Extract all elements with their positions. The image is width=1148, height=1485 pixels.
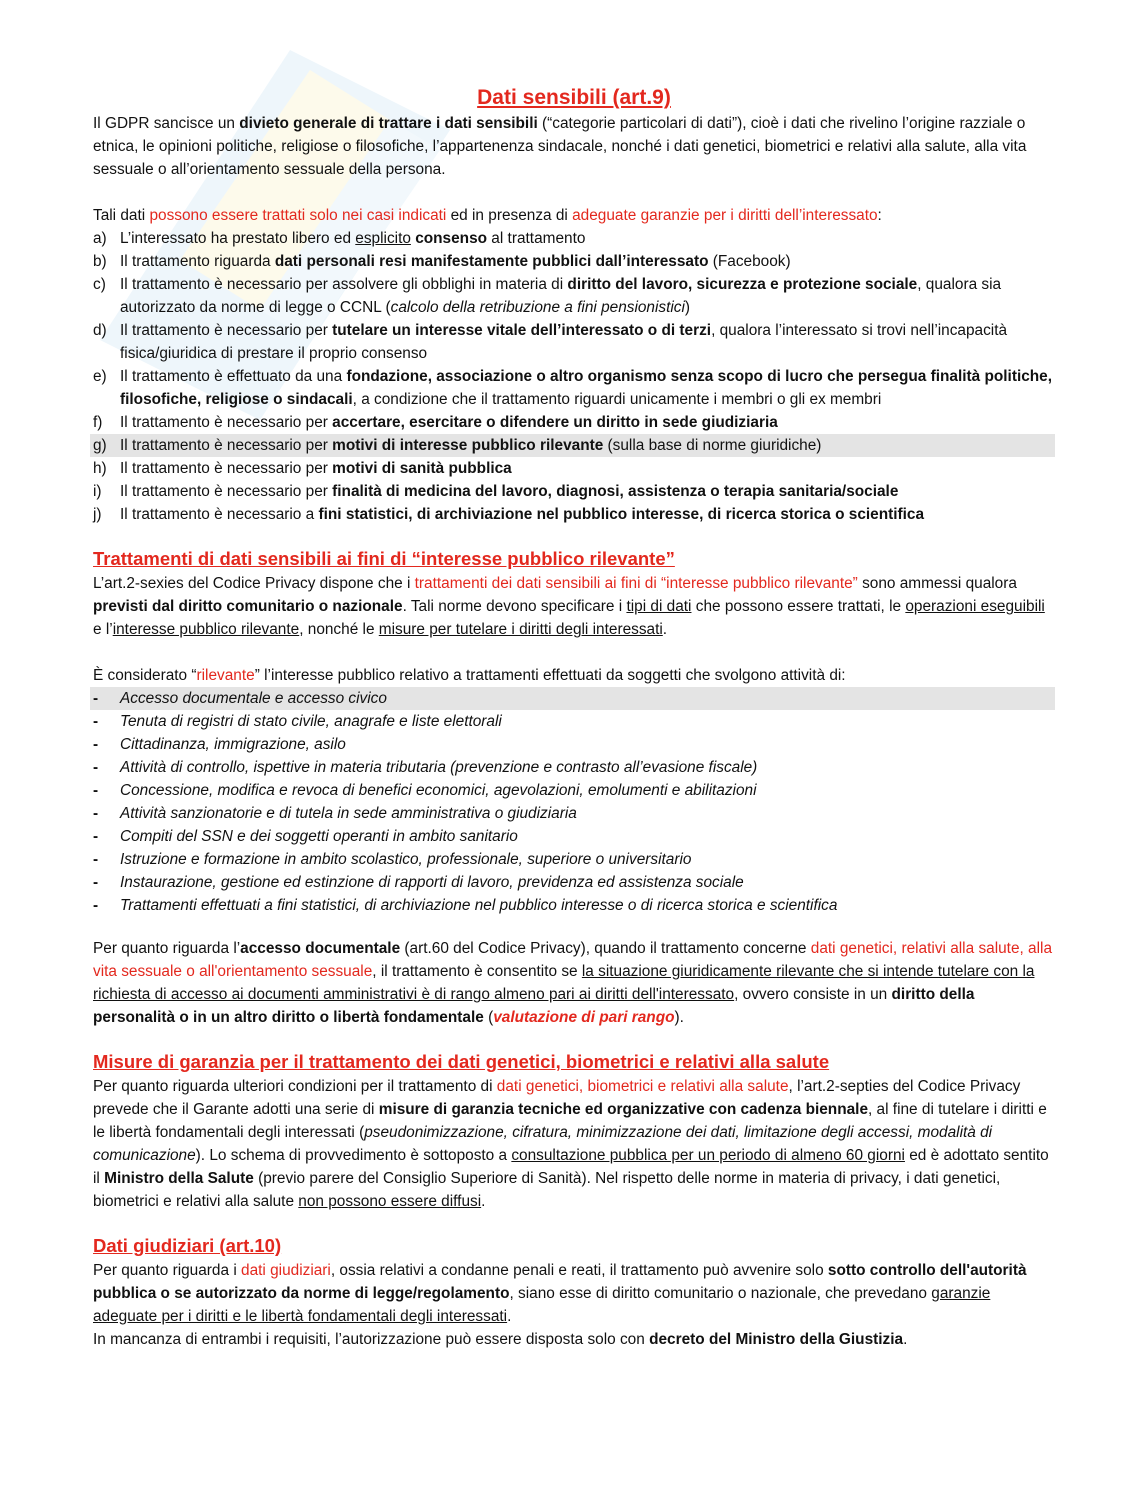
list-item-highlighted: - Accesso documentale e accesso civico — [90, 687, 1055, 710]
list-item: - Trattamenti effettuati a fini statistici, di archiviazione nel pubblico interesse o di ricerca storica e scientifica — [93, 897, 838, 914]
list-item: f) Il trattamento è necessario per accertare, esercitare o difendere un diritto in sede giudiziaria — [93, 414, 778, 431]
section-heading-dati-giudiziari: Dati giudiziari (art.10) — [93, 1235, 282, 1256]
list-item-highlighted: g) Il trattamento è necessario per motivi di interesse pubblico rilevante (sulla base di norme giuridiche) — [90, 434, 1055, 457]
intro-paragraph: Il GDPR sancisce un divieto generale di trattare i dati sensibili (“categorie particolari di dati”), cioè i dati che rivelino l’origine razziale o etnica, le opinioni politiche, religiose o filosofiche, l’appartenenza sindacale, nonché i dati genetici, biometrici e relativi alla salute, alla vita sessuale o all’orientamento sessuale della persona. — [93, 115, 1027, 178]
list-item: c) Il trattamento è necessario per assolvere gli obblighi in materia di diritto del lavoro, sicurezza e protezione sociale, qualora sia autorizzato da norme di legge o CCNL (calcolo della retribuzione a fini pensionistici) — [93, 276, 1002, 316]
conditions-intro: Tali dati possono essere trattati solo nei casi indicati ed in presenza di adeguate garanzie per i diritti dell’interessato: — [93, 207, 882, 224]
sec2-paragraph-2: È considerato “rilevante” l’interesse pubblico relativo a trattamenti effettuati da soggetti che svolgono attività di: — [93, 667, 846, 684]
sec4-paragraph-1: Per quanto riguarda i dati giudiziari, ossia relativi a condanne penali e reati, il trattamento può avvenire solo sotto controllo dell'autorità pubblica o se autorizzato da norme di legge/regolamento, siano esse di diritto comunitario o nazionale, che prevedano garanzie adeguate per i diritti e le libertà fondamentali degli interessati. — [93, 1262, 1027, 1325]
list-item: - Cittadinanza, immigrazione, asilo — [93, 736, 346, 753]
list-item: - Tenuta di registri di stato civile, anagrafe e liste elettorali — [93, 713, 502, 730]
list-item: - Istruzione e formazione in ambito scolastico, professionale, superiore o universitario — [93, 851, 692, 868]
list-item: - Attività sanzionatorie e di tutela in sede amministrativa o giudiziaria — [93, 805, 577, 822]
activities-list — [93, 687, 1055, 917]
sec4-paragraph-2: In mancanza di entrambi i requisiti, l’autorizzazione può essere disposta solo con decreto del Ministro della Giustizia. — [93, 1331, 908, 1348]
sec3-paragraph-1: Per quanto riguarda ulteriori condizioni per il trattamento di dati genetici, biometrici e relativi alla salute, l’art.2-septies del Codice Privacy prevede che il Garante adotti una serie di misure di garanzia tecniche ed organizzative con cadenza biennale, al fine di tutelare i diritti e le libertà fondamentali degli interessati (pseudonimizzazione, cifratura, minimizzazione dei dati, limitazione degli accessi, modalità di comunicazione). Lo schema di provvedimento è sottoposto a consultazione pubblica per un periodo di almeno 60 giorni ed è adottato sentito il Ministro della Salute (previo parere del Consiglio Superiore di Sanità). Nel rispetto delle norme in materia di privacy, i dati genetici, biometrici e relativi alla salute non possono essere diffusi. — [93, 1078, 1049, 1210]
list-item: a) L’interessato ha prestato libero ed esplicito consenso al trattamento — [93, 230, 586, 247]
section-heading-interesse-pubblico: Trattamenti di dati sensibili ai fini di “interesse pubblico rilevante” — [93, 548, 675, 569]
list-item: d) Il trattamento è necessario per tutelare un interesse vitale dell’interessato o di terzi, qualora l’interessato si trovi nell’incapacità fisica/giuridica di prestare il proprio consenso — [93, 322, 1008, 362]
sec2-paragraph-3: Per quanto riguarda l’accesso documentale (art.60 del Codice Privacy), quando il trattamento concerne dati genetici, relativi alla salute, alla vita sessuale o all'orientamento sessuale, il trattamento è consentito se la situazione giuridicamente rilevante che si intende tutelare con la richiesta di accesso ai documenti amministrativi è di rango almeno pari ai diritti dell'interessato, ovvero consiste in un diritto della personalità o in un altro diritto o libertà fondamentale (valutazione di pari rango). — [93, 940, 1053, 1026]
list-item: i) Il trattamento è necessario per finalità di medicina del lavoro, diagnosi, assistenza o terapia sanitaria/sociale — [93, 483, 899, 500]
document-page — [93, 84, 1055, 1351]
conditions-list — [93, 227, 1055, 526]
list-item: j) Il trattamento è necessario a fini statistici, di archiviazione nel pubblico interesse, di ricerca storica o scientifica — [93, 506, 925, 523]
list-item: - Concessione, modifica e revoca di benefici economici, agevolazioni, emolumenti e abilitazioni — [93, 782, 757, 799]
page-title: Dati sensibili (art.9) — [477, 86, 671, 109]
section-heading-misure-garanzia: Misure di garanzia per il trattamento dei dati genetici, biometrici e relativi alla salute — [93, 1051, 830, 1072]
list-item: e) Il trattamento è effettuato da una fondazione, associazione o altro organismo senza scopo di lucro che persegua finalità politiche, filosofiche, religiose o sindacali, a condizione che il trattamento riguardi unicamente i membri o gli ex membri — [93, 368, 1053, 408]
list-item: - Compiti del SSN e dei soggetti operanti in ambito sanitario — [93, 828, 518, 845]
list-item: - Instaurazione, gestione ed estinzione di rapporti di lavoro, previdenza ed assistenza sociale — [93, 874, 744, 891]
list-item: b) Il trattamento riguarda dati personali resi manifestamente pubblici dall’interessato (Facebook) — [93, 253, 791, 270]
list-item: h) Il trattamento è necessario per motivi di sanità pubblica — [93, 460, 512, 477]
sec2-paragraph-1: L’art.2-sexies del Codice Privacy dispone che i trattamenti dei dati sensibili ai fini di “interesse pubblico rilevante” sono ammessi qualora previsti dal diritto comunitario o nazionale. Tali norme devono specificare i tipi di dati che possono essere trattati, le operazioni eseguibili e l’interesse pubblico rilevante, nonché le misure per tutelare i diritti degli interessati. — [93, 575, 1045, 638]
list-item: - Attività di controllo, ispettive in materia tributaria (prevenzione e contrasto all’evasione fiscale) — [93, 759, 758, 776]
